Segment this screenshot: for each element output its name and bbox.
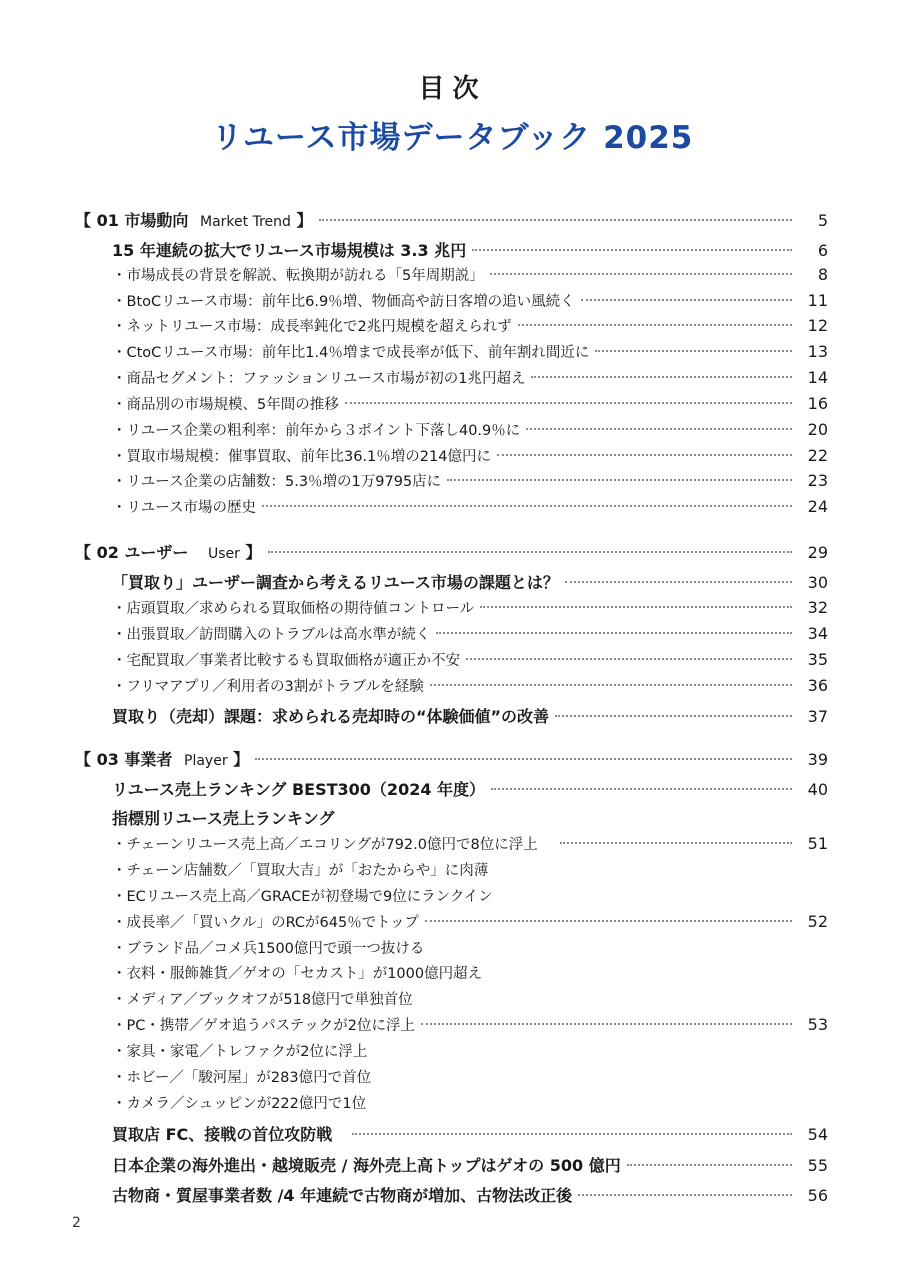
page-number: 56	[807, 1186, 828, 1205]
item-text: ・チェーンリユース売上高／エコリングが792.0億円で8位に浮上	[112, 837, 538, 853]
dot-leader	[425, 920, 792, 922]
dot-leader	[430, 684, 792, 686]
page-number: 23	[807, 471, 828, 490]
page-number: 52	[807, 912, 828, 931]
dot-leader	[480, 606, 792, 608]
dot-leader	[491, 788, 792, 790]
item-text: ・市場成長の背景を解説、転換期が訪れる「5年周期説」	[112, 268, 484, 284]
item-text: ・衣料・服飾雑貨／ゲオの「セカスト」が1000億円超え	[112, 966, 483, 982]
section-label-en: Player	[184, 753, 228, 769]
toc-item[interactable]	[112, 911, 828, 937]
toc-item[interactable]	[112, 859, 828, 885]
dot-leader	[581, 299, 792, 301]
page-number: 37	[807, 707, 828, 726]
item-text: ・ブランド品／コメ兵1500億円で頭一つ抜ける	[112, 941, 425, 957]
toc-item[interactable]	[112, 833, 828, 859]
page-number: 8	[817, 265, 828, 284]
dot-leader	[565, 581, 792, 583]
page-number: 13	[807, 342, 828, 361]
dot-leader	[560, 842, 792, 844]
toc-item[interactable]	[112, 1040, 828, 1066]
page-number: 54	[807, 1125, 828, 1144]
toc-item[interactable]	[112, 367, 828, 393]
heading-text: 日本企業の海外進出・越境販売 / 海外売上高トップはゲオの 500 億円	[112, 1156, 621, 1175]
heading-text: 買取店 FC、接戦の首位攻防戦	[112, 1125, 333, 1144]
page-number: 51	[807, 834, 828, 853]
page-title: 目次	[418, 74, 487, 104]
bracket-close: 】	[245, 543, 262, 562]
bracket-open: 【	[75, 750, 92, 769]
toc-item[interactable]	[112, 885, 828, 911]
toc-heading[interactable]	[112, 704, 828, 730]
item-text: ・店頭買取／求められる買取価格の期待値コントロール	[112, 601, 475, 617]
toc-heading[interactable]	[112, 806, 828, 832]
item-text: ・家具・家電／トレファクが2位に浮上	[112, 1044, 368, 1060]
dot-leader	[436, 632, 792, 634]
page-number: 32	[807, 598, 828, 617]
dot-leader	[490, 273, 792, 275]
toc-heading[interactable]	[112, 570, 828, 596]
item-text: ・ECリユース売上高／GRACEが初登場で9位にランクイン	[112, 889, 493, 905]
toc-item[interactable]	[112, 496, 828, 522]
toc-item[interactable]	[112, 290, 828, 316]
toc-item[interactable]	[112, 341, 828, 367]
toc-item[interactable]	[112, 419, 828, 445]
toc-section-user[interactable]	[75, 540, 828, 566]
item-text: ・買取市場規模：催事買取、前年比36.1％増の214億円に	[112, 449, 491, 465]
toc-item[interactable]	[112, 623, 828, 649]
item-text: ・ネットリユース市場：成長率鈍化で2兆円規模を超えられず	[112, 319, 512, 335]
dot-leader	[352, 1133, 792, 1135]
toc-item[interactable]	[112, 675, 828, 701]
dot-leader	[555, 715, 792, 717]
toc-section-market-trend[interactable]	[75, 208, 828, 234]
toc-item[interactable]	[112, 1014, 828, 1040]
page-number: 12	[807, 316, 828, 335]
item-text: ・宅配買取／事業者比較するも買取価格が適正か不安	[112, 653, 460, 669]
item-text: ・メディア／ブックオフが518億円で単独首位	[112, 992, 413, 1008]
dot-leader	[345, 402, 792, 404]
page-number: 55	[807, 1156, 828, 1175]
bracket-close: 】	[296, 211, 313, 230]
toc-heading[interactable]	[112, 1153, 828, 1179]
item-text: ・商品セグメント：ファッションリユース市場が初の1兆円超え	[112, 371, 526, 387]
page-number: 22	[807, 446, 828, 465]
section-label-en: Market Trend	[200, 214, 291, 230]
toc-item[interactable]	[112, 470, 828, 496]
footer-page-number: 2	[72, 1215, 81, 1231]
toc-item[interactable]	[112, 445, 828, 471]
item-text: ・商品別の市場規模、5年間の推移	[112, 397, 339, 413]
item-text: ・カメラ／シュッピンが222億円で1位	[112, 1096, 367, 1112]
heading-text: 買取り（売却）課題：求められる売却時の“体験価値”の改善	[112, 707, 550, 726]
page-number: 39	[807, 750, 828, 769]
page-number: 30	[807, 573, 828, 592]
dot-leader	[472, 249, 792, 251]
page-number: 34	[807, 624, 828, 643]
toc-item[interactable]	[112, 1066, 828, 1092]
dot-leader	[319, 219, 793, 221]
item-text: ・PC・携帯／ゲオ追うパステックが2位に浮上	[112, 1018, 416, 1034]
heading-text: 指標別リユース売上ランキング	[112, 809, 335, 828]
page-number: 40	[807, 780, 828, 799]
item-text: ・ホビー／「駿河屋」が283億円で首位	[112, 1070, 372, 1086]
toc-item[interactable]	[112, 937, 828, 963]
page-number: 20	[807, 420, 828, 439]
item-text: ・出張買取／訪問購入のトラブルは高水準が続く	[112, 627, 431, 643]
page-number: 35	[807, 650, 828, 669]
item-text: ・チェーン店舗数／「買取大吉」が「おたからや」に肉薄	[112, 863, 489, 879]
page-number: 5	[817, 211, 828, 230]
item-text: ・CtoCリユース市場：前年比1.4％増まで成長率が低下、前年割れ間近に	[112, 345, 590, 361]
toc-section-player[interactable]	[75, 747, 828, 773]
toc-heading[interactable]	[112, 1183, 828, 1209]
toc-item[interactable]	[112, 988, 828, 1014]
page-number: 16	[807, 394, 828, 413]
page-number: 53	[807, 1015, 828, 1034]
dot-leader	[627, 1164, 792, 1166]
item-text: ・リユース市場の歴史	[112, 500, 256, 516]
dot-leader	[268, 551, 792, 553]
page-number: 29	[807, 543, 828, 562]
section-label-en: User	[208, 546, 240, 562]
item-text: ・リユース企業の粗利率：前年から３ポイント下落し40.9％に	[112, 423, 521, 439]
bracket-open: 【	[75, 211, 92, 230]
bracket-open: 【	[75, 543, 92, 562]
toc-item[interactable]	[112, 393, 828, 419]
dot-leader	[578, 1194, 792, 1196]
toc-item[interactable]	[112, 315, 828, 341]
section-label: 02 ユーザー	[96, 543, 189, 562]
heading-text: 「買取り」ユーザー調査から考えるリユース市場の課題とは？	[112, 573, 559, 592]
dot-leader	[526, 428, 792, 430]
heading-text: 15 年連続の拡大でリユース市場規模は 3.3 兆円	[112, 241, 467, 260]
toc-heading[interactable]	[112, 777, 828, 803]
dot-leader	[262, 505, 792, 507]
item-text: ・成長率／「買いクル」のRCが645％でトップ	[112, 915, 419, 931]
page-number: 36	[807, 676, 828, 695]
dot-leader	[255, 758, 792, 760]
heading-text: リユース売上ランキング BEST300（2024 年度）	[112, 780, 486, 799]
bracket-close: 】	[233, 750, 250, 769]
heading-text: 古物商・質屋事業者数 /4 年連続で古物商が増加、古物法改正後	[112, 1186, 573, 1205]
item-text: ・BtoCリユース市場：前年比6.9％増、物価高や訪日客増の追い風続く	[112, 294, 575, 310]
item-text: ・リユース企業の店舗数：5.3％増の1万9795店に	[112, 474, 442, 490]
dot-leader	[447, 479, 792, 481]
page-number: 14	[807, 368, 828, 387]
dot-leader	[531, 376, 792, 378]
toc-item[interactable]	[112, 962, 828, 988]
page-number: 24	[807, 497, 828, 516]
page-number: 11	[807, 291, 828, 310]
page-number: 6	[817, 241, 828, 260]
book-title: リユース市場データブック 2025	[211, 120, 694, 156]
toc-item[interactable]	[112, 597, 828, 623]
dot-leader	[421, 1023, 792, 1025]
toc-heading[interactable]	[112, 1122, 828, 1148]
toc-heading[interactable]	[112, 238, 828, 264]
toc-item[interactable]	[112, 1092, 828, 1118]
toc-item[interactable]	[112, 264, 828, 290]
section-label: 03 事業者	[96, 750, 173, 769]
section-label: 01 市場動向	[96, 211, 189, 230]
dot-leader	[466, 658, 792, 660]
dot-leader	[518, 324, 792, 326]
item-text: ・フリマアプリ／利用者の3割がトラブルを経験	[112, 679, 424, 695]
dot-leader	[497, 454, 792, 456]
dot-leader	[595, 350, 792, 352]
toc-item[interactable]	[112, 649, 828, 675]
